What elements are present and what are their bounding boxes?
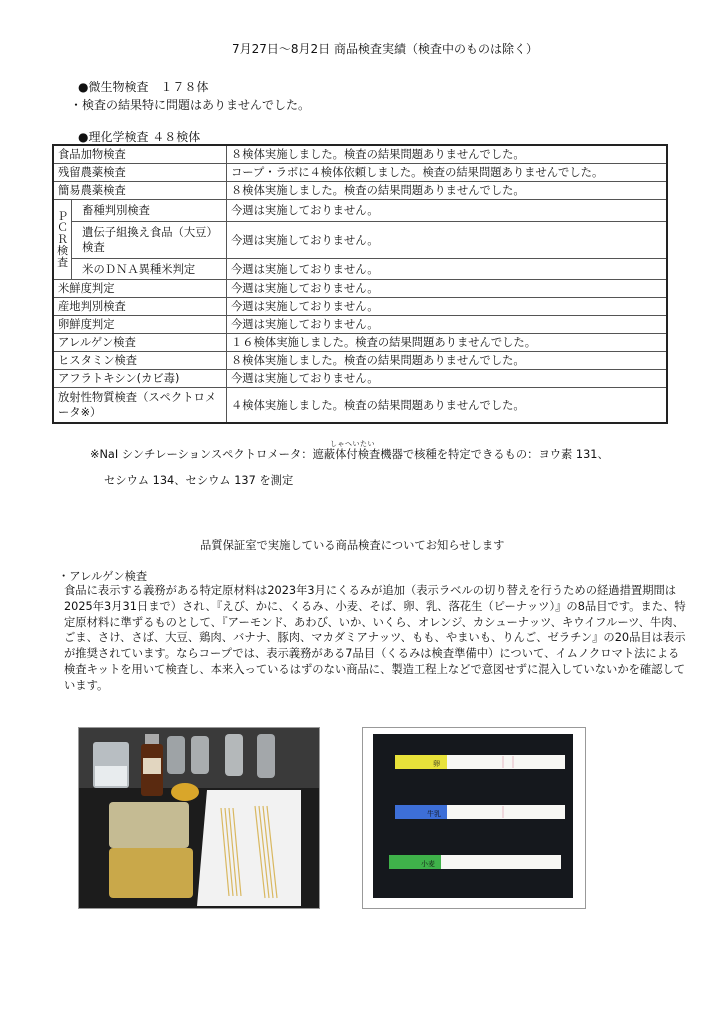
sample-photo bbox=[78, 727, 320, 909]
test-result: 今週は実施しておりません。 bbox=[227, 298, 668, 316]
table-row bbox=[53, 388, 667, 424]
table-row bbox=[53, 280, 667, 298]
test-name: 食品加物検査 bbox=[53, 145, 227, 164]
test-result: 今週は実施しておりません。 bbox=[227, 200, 668, 222]
pcr-label: ＰＣＲ検査 bbox=[53, 200, 72, 280]
table-row bbox=[53, 298, 667, 316]
table-row bbox=[53, 352, 667, 370]
table-row bbox=[53, 164, 667, 182]
table-row bbox=[53, 145, 667, 164]
page-title: 7月27日～8月2日 商品検査実績（検査中のものは除く） bbox=[232, 42, 538, 56]
table-row bbox=[53, 200, 667, 222]
test-kit-illustration bbox=[363, 728, 585, 908]
test-result: ８検体実施しました。検査の結果問題ありませんでした。 bbox=[227, 182, 668, 200]
test-name: 遺伝子組換え食品（大豆）検査 bbox=[72, 222, 227, 259]
test-result: ８検体実施しました。検査の結果問題ありませんでした。 bbox=[227, 145, 668, 164]
test-name: 放射性物質検査（スペクトロメータ※） bbox=[53, 388, 227, 424]
sample-photo-illustration bbox=[79, 728, 319, 908]
strip-text: 小麦 bbox=[421, 860, 435, 868]
test-result: ８検体実施しました。検査の結果問題ありませんでした。 bbox=[227, 352, 668, 370]
notice-heading: 品質保証室で実施している商品検査についてお知らせします bbox=[200, 539, 505, 552]
test-result: １６検体実施しました。検査の結果問題ありませんでした。 bbox=[227, 334, 668, 352]
test-name: アフラトキシン(カビ毒) bbox=[53, 370, 227, 388]
strip-text: 牛乳 bbox=[427, 810, 441, 818]
test-name: 卵鮮度判定 bbox=[53, 316, 227, 334]
test-name: 簡易農薬検査 bbox=[53, 182, 227, 200]
table-row bbox=[53, 259, 667, 280]
test-result: 今週は実施しておりません。 bbox=[227, 259, 668, 280]
test-kit-photo bbox=[362, 727, 586, 909]
table-row bbox=[53, 334, 667, 352]
test-name: 米のＤＮＡ異種米判定 bbox=[72, 259, 227, 280]
allergy-description: 食品に表示する義務がある特定原材料は2023年3月にくるみが追加（表示ラベルの切り替えを行うための経過措置期間は2025年3月31日まで）され、『えび、かに、くるみ、小麦、そば、卵、乳、落花生（ピーナッツ）』の8品目です。また、特定原材料に準ずるものとして、『アーモンド、あわび、いか、いくら、オレンジ、カシューナッツ、キウイフルーツ、牛肉、ごま、さけ、さば、大豆、鶏肉、バナナ、豚肉、マカダミアナッツ、もも、やまいも、りんご、ゼラチン』の20品目は表示が推奨されています。ならコープでは、表示義務がある7品目（くるみは検査準備中）について、イムノクロマト法による検査キットを用いて検査し、本来入っているはずのない商品に、製造工程上などで意図せずに混入していないかを確認しています。 bbox=[64, 584, 686, 692]
test-name: 産地判別検査 bbox=[53, 298, 227, 316]
test-name: アレルゲン検査 bbox=[53, 334, 227, 352]
test-result: 今週は実施しておりません。 bbox=[227, 370, 668, 388]
allergy-heading: ・アレルゲン検査 bbox=[58, 570, 148, 583]
test-name: ヒスタミン検査 bbox=[53, 352, 227, 370]
micro-result: ・検査の結果特に問題はありませんでした。 bbox=[70, 98, 311, 112]
physchem-heading: ●理化学検査 ４８検体 bbox=[78, 130, 201, 144]
table-row bbox=[53, 316, 667, 334]
footnote-line-2: セシウム 134、セシウム 137 を測定 bbox=[104, 474, 294, 487]
test-result: ４検体実施しました。検査の結果問題ありませんでした。 bbox=[227, 388, 668, 424]
footnote-line-1: ※NaI シンチレーションスペクトロメータ：遮蔽体付検査機器で核種を特定できるもの：ヨウ素 131、 bbox=[90, 448, 609, 461]
table-row bbox=[53, 222, 667, 259]
test-result: 今週は実施しておりません。 bbox=[227, 316, 668, 334]
test-result: 今週は実施しておりません。 bbox=[227, 280, 668, 298]
table-row bbox=[53, 182, 667, 200]
strip-text: 卵 bbox=[433, 760, 440, 768]
results-table bbox=[52, 144, 668, 424]
test-name: 畜種判別検査 bbox=[72, 200, 227, 222]
test-name: 残留農薬検査 bbox=[53, 164, 227, 182]
table-row bbox=[53, 370, 667, 388]
micro-heading: ●微生物検査 １７８体 bbox=[78, 80, 209, 94]
ruby-annotation: しゃへいたい bbox=[330, 440, 375, 448]
test-result: コープ・ラボに４検体依頼しました。検査の結果問題ありませんでした。 bbox=[227, 164, 668, 182]
test-result: 今週は実施しておりません。 bbox=[227, 222, 668, 259]
test-name: 米鮮度判定 bbox=[53, 280, 227, 298]
